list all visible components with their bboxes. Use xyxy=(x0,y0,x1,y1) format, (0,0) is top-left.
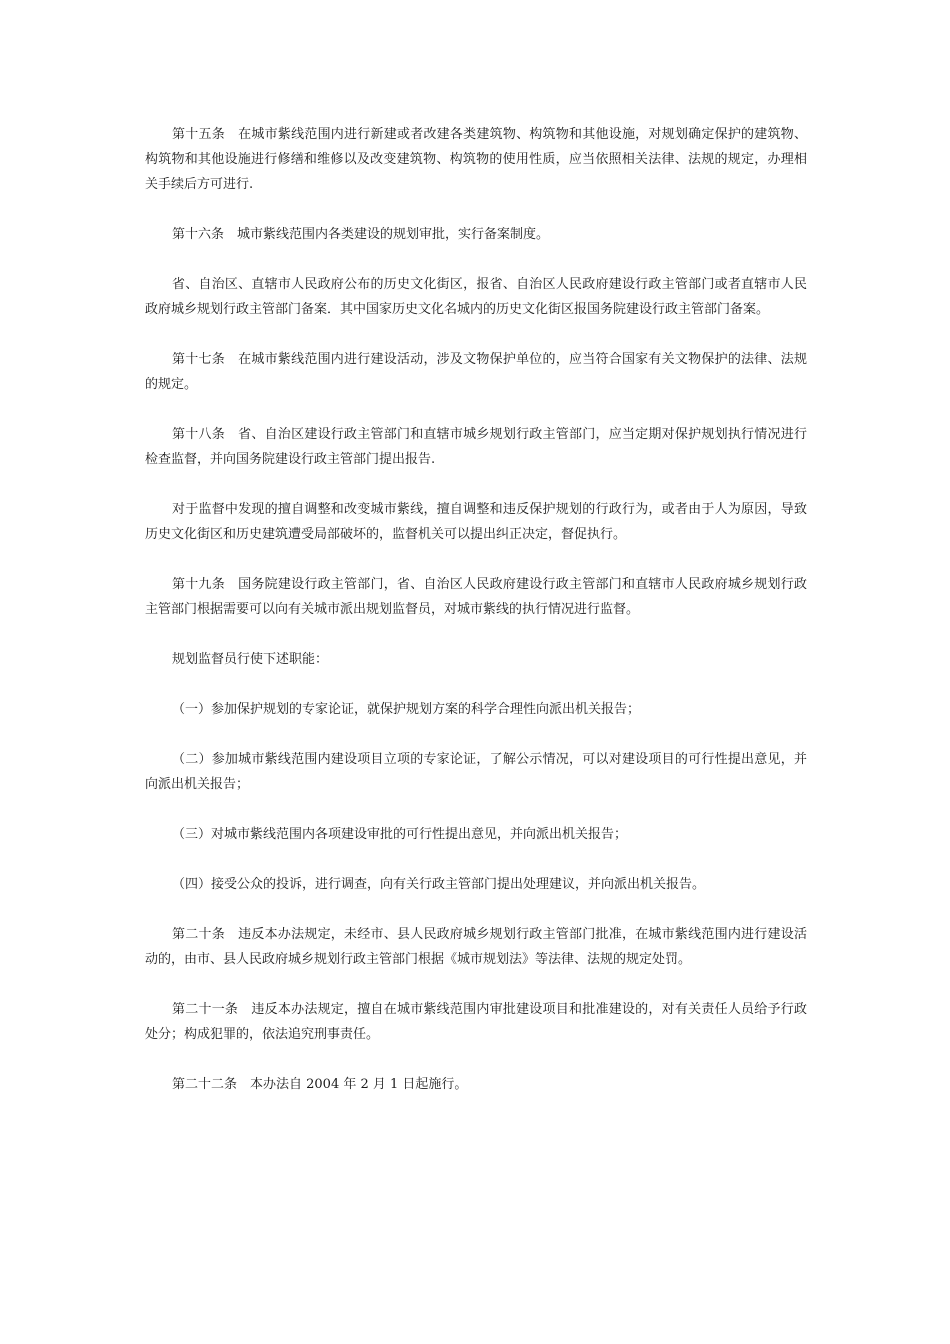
article-16-filing-paragraph: 省、自治区、直辖市人民政府公布的历史文化街区，报省、自治区人民政府建设行政主管部门或者直辖市人民政府城乡规划行政主管部门备案．其中国家历史文化名城内的历史文化街区报国务院建设行政主管部门备案。 xyxy=(145,277,807,317)
article-20-paragraph: 第二十条 违反本办法规定，未经市、县人民政府城乡规划行政主管部门批准，在城市紫线范围内进行建设活动的，由市、县人民政府城乡规划行政主管部门根据《城市规划法》等法律、法规的规定处罚。 xyxy=(145,927,807,967)
article-21-paragraph: 第二十一条 违反本办法规定，擅自在城市紫线范围内审批建设项目和批准建设的，对有关责任人员给予行政处分；构成犯罪的，依法追究刑事责任。 xyxy=(145,1002,807,1042)
article-15-paragraph: 第十五条 在城市紫线范围内进行新建或者改建各类建筑物、构筑物和其他设施，对规划确定保护的建筑物、构筑物和其他设施进行修缮和维修以及改变建筑物、构筑物的使用性质，应当依照相关法律、法规的规定，办理相关手续后方可进行. xyxy=(145,127,807,192)
duty-item-4: （四）接受公众的投诉，进行调查，向有关行政主管部门提出处理建议，并向派出机关报告。 xyxy=(172,877,706,892)
supervisor-duties-intro: 规划监督员行使下述职能： xyxy=(172,652,329,667)
article-19-paragraph: 第十九条 国务院建设行政主管部门，省、自治区人民政府建设行政主管部门和直辖市人民政府城乡规划行政主管部门根据需要可以向有关城市派出规划监督员，对城市紫线的执行情况进行监督。 xyxy=(145,577,807,617)
article-18-paragraph: 第十八条 省、自治区建设行政主管部门和直辖市城乡规划行政主管部门，应当定期对保护规划执行情况进行检查监督，并向国务院建设行政主管部门提出报告. xyxy=(145,427,807,467)
duty-item-3: （三）对城市紫线范围内各项建设审批的可行性提出意见，并向派出机关报告； xyxy=(172,827,628,842)
duty-item-2: （二）参加城市紫线范围内建设项目立项的专家论证，了解公示情况，可以对建设项目的可行性提出意见，并向派出机关报告； xyxy=(145,752,807,792)
article-18-correction-paragraph: 对于监督中发现的擅自调整和改变城市紫线，擅自调整和违反保护规划的行政行为，或者由于人为原因，导致历史文化街区和历史建筑遭受局部破坏的，监督机关可以提出纠正决定，督促执行。 xyxy=(145,502,807,542)
article-22-paragraph: 第二十二条 本办法自 2004 年 2 月 1 日起施行。 xyxy=(172,1077,468,1092)
duty-item-1: （一）参加保护规划的专家论证，就保护规划方案的科学合理性向派出机关报告； xyxy=(172,702,641,717)
article-16-paragraph: 第十六条 城市紫线范围内各类建设的规划审批，实行备案制度。 xyxy=(172,227,550,242)
article-17-paragraph: 第十七条 在城市紫线范围内进行建设活动，涉及文物保护单位的，应当符合国家有关文物保护的法律、法规的规定。 xyxy=(145,352,807,392)
document-body xyxy=(145,122,807,1122)
